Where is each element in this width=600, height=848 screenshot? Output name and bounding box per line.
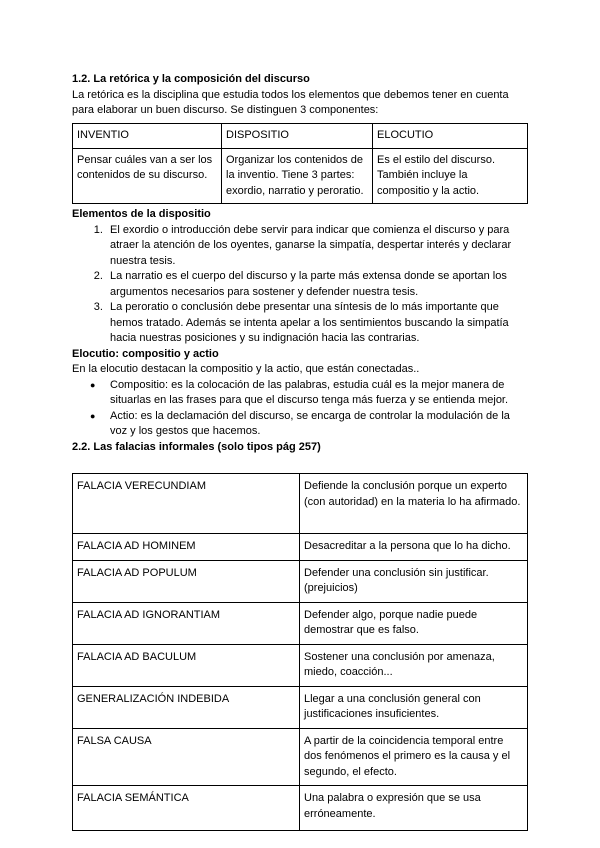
header-dispositio: DISPOSITIO <box>222 123 373 148</box>
fallacy-name: FALACIA AD HOMINEM <box>73 534 300 561</box>
fallacy-description: Defender algo, porque nadie puede demostrar que es falso. <box>300 602 528 644</box>
bullet-icon: ● <box>90 379 96 390</box>
list-item-text: Actio: es la declamación del discurso, se encarga de controlar la modulación de la voz y los gestos que hacemos. <box>110 409 510 437</box>
elocutio-title: Elocutio: compositio y actio <box>72 347 219 360</box>
fallacy-description: A partir de la coincidencia temporal entre dos fenómenos el primero es la causa y el segundo, el efecto. <box>300 728 528 786</box>
components-header-row <box>73 123 528 148</box>
document-page <box>72 72 528 831</box>
list-item <box>90 378 528 409</box>
table-row <box>73 560 528 602</box>
fallacy-description: Defiende la conclusión porque un experto (con autoridad) en la materia lo ha afirmado. <box>300 474 528 534</box>
table-row <box>73 644 528 686</box>
components-table <box>72 123 528 205</box>
table-row <box>73 534 528 561</box>
elocutio-list <box>72 378 528 440</box>
fallacy-name: FALSA CAUSA <box>73 728 300 786</box>
header-inventio: INVENTIO <box>73 123 222 148</box>
fallacy-description: Una palabra o expresión que se usa erróneamente. <box>300 786 528 831</box>
fallacy-description: Llegar a una conclusión general con justificaciones insuficientes. <box>300 686 528 728</box>
cell-elocutio: Es el estilo del discurso. También incluye la compositio y la actio. <box>373 148 528 204</box>
fallacy-name: GENERALIZACIÓN INDEBIDA <box>73 686 300 728</box>
fallacies-table <box>72 473 528 831</box>
list-item-text: Compositio: es la colocación de las palabras, estudia cuál es la mejor manera de situarlas en las frases para que el discurso tenga más fuerza y se entienda mejor. <box>110 378 509 406</box>
table-row <box>73 728 528 786</box>
fallacy-name: FALACIA AD POPULUM <box>73 560 300 602</box>
table-row <box>73 686 528 728</box>
section-title-falacias: 2.2. Las falacias informales (solo tipos pág 257) <box>72 440 321 453</box>
table-row <box>73 602 528 644</box>
fallacy-description: Defender una conclusión sin justificar. (prejuicios) <box>300 560 528 602</box>
intro-line-2: para elaborar un buen discurso. Se distinguen 3 componentes: <box>72 104 379 116</box>
fallacy-description: Desacreditar a la persona que lo ha dicho. <box>300 534 528 561</box>
list-item <box>90 409 528 440</box>
list-item: 2. La narratio es el cuerpo del discurso y la parte más extensa donde se aportan los argumentos necesarios para sostener y defender nuestra tesis. <box>106 269 528 300</box>
components-body-row <box>73 148 528 204</box>
list-item: 3. La peroratio o conclusión debe presentar una síntesis de lo más importante que hemos tratado. Además se intenta apelar a los sentimientos buscando la simpatía hacia nuestras posiciones y su indignación hacia las contrarias. <box>106 300 528 347</box>
cell-inventio: Pensar cuáles van a ser los contenidos de su discurso. <box>73 148 222 204</box>
cell-dispositio: Organizar los contenidos de la inventio. Tiene 3 partes: exordio, narratio y peroratio. <box>222 148 373 204</box>
fallacy-name: FALACIA VERECUNDIAM <box>73 474 300 534</box>
bullet-icon: ● <box>90 410 96 421</box>
fallacy-name: FALACIA AD BACULUM <box>73 644 300 686</box>
elocutio-intro: En la elocutio destacan la compositio y la actio, que están conectadas.. <box>72 363 420 375</box>
fallacy-description: Sostener una conclusión por amenaza, miedo, coacción... <box>300 644 528 686</box>
dispositio-list <box>72 223 528 347</box>
fallacy-name: FALACIA SEMÁNTICA <box>73 786 300 831</box>
table-row <box>73 474 528 534</box>
section-title-retorica: 1.2. La retórica y la composición del discurso <box>72 73 310 85</box>
dispositio-title: Elementos de la dispositio <box>72 208 211 220</box>
table-row <box>73 786 528 831</box>
fallacy-name: FALACIA AD IGNORANTIAM <box>73 602 300 644</box>
header-elocutio: ELOCUTIO <box>373 123 528 148</box>
intro-line-1: La retórica es la disciplina que estudia todos los elementos que debemos tener en cuenta <box>72 88 509 101</box>
list-item: 1. El exordio o introducción debe servir para indicar que comienza el discurso y para atraer la atención de los oyentes, ganarse la simpatía, despertar interés y declarar nuestra tesis. <box>106 223 528 270</box>
